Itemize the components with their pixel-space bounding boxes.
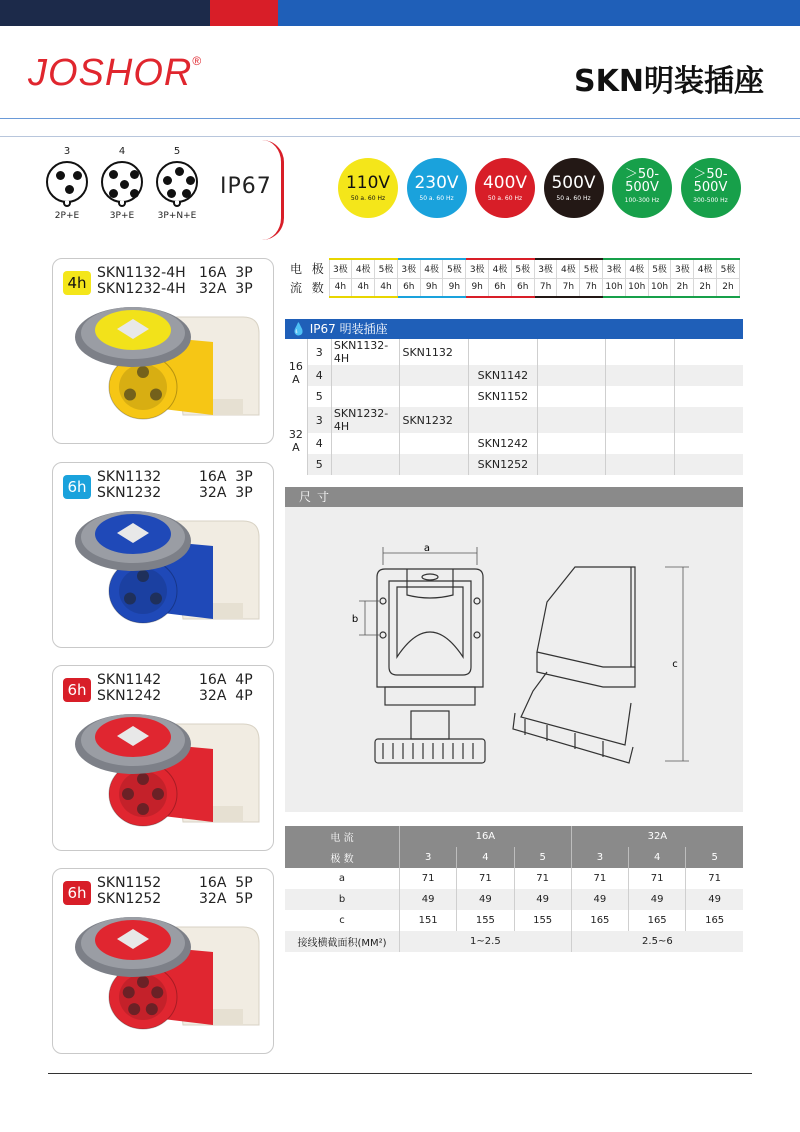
dim-value-cell: 71 (514, 868, 571, 889)
model-cell (537, 454, 606, 475)
selector-pole-cell: 5极 (511, 259, 534, 278)
voltage-value: ＞50- (624, 167, 660, 182)
spec-line: 32A 3P (199, 485, 253, 501)
pole-cell: 4 (307, 433, 331, 454)
selector-pole-cell: 4极 (694, 259, 717, 278)
selector-row-label: 电 (289, 262, 302, 276)
model-cell (400, 386, 469, 407)
table-row (285, 889, 743, 910)
selector-hour-cell: 6h (489, 278, 512, 297)
frequency-label: 50 a. 60 Hz (419, 195, 454, 202)
table-row (285, 339, 743, 365)
frequency-label: 100-300 Hz (624, 197, 660, 204)
dim-header-cell: 4 (629, 847, 686, 868)
model-cell: SKN1142 (469, 365, 538, 386)
voltage-value: 400V (482, 173, 528, 193)
dim-row-label: 接线横截面积(MM²) (285, 931, 400, 952)
brand-logo: JOSHOR® (28, 52, 203, 94)
hour-badge: 6h (63, 678, 91, 702)
model-cell: SKN1242 (469, 433, 538, 454)
model-cell (674, 433, 743, 454)
model-cell (537, 433, 606, 454)
dim-header-cell: 3 (571, 847, 628, 868)
model-specs (199, 469, 253, 501)
voltage-badge (544, 158, 604, 218)
dim-value-cell: 71 (400, 868, 457, 889)
dim-value-cell: 49 (629, 889, 686, 910)
pin-diagrams (42, 146, 222, 232)
socket-face-icon (156, 161, 198, 203)
model-names (97, 875, 161, 907)
hour-badge: 6h (63, 881, 91, 905)
dim-value-cell: 151 (400, 910, 457, 931)
dim-value-cell: 165 (571, 910, 628, 931)
socket-face-icon (101, 161, 143, 203)
model-cell (331, 365, 400, 386)
voltage-value: 500V (551, 173, 596, 193)
model-cell: SKN1132-4H (331, 339, 400, 365)
model-cell (331, 433, 400, 454)
selector-pole-cell: 5极 (443, 259, 466, 278)
frequency-label: 50 a. 60 Hz (556, 195, 591, 202)
top-color-bar (0, 0, 800, 26)
selector-row-label: 数 (311, 281, 324, 295)
voltage-badge (338, 158, 398, 218)
selector-pole-cell: 5极 (375, 259, 398, 278)
bracket-divider (262, 140, 284, 240)
dim-value-cell: 71 (686, 868, 743, 889)
model-name: SKN1232 (97, 485, 162, 501)
selector-hour-cell: 2h (694, 278, 717, 297)
model-cell (331, 386, 400, 407)
socket-product-image (63, 907, 263, 1047)
selector-hour-cell: 9h (466, 278, 489, 297)
header-divider (0, 118, 800, 119)
model-cell (400, 433, 469, 454)
selector-pole-cell: 3极 (397, 259, 420, 278)
dim-value-cell: 165 (629, 910, 686, 931)
dim-header-cell: 5 (514, 847, 571, 868)
model-names (97, 469, 161, 501)
product-card (52, 258, 274, 444)
dimension-table (285, 826, 743, 952)
spec-line: 32A 4P (199, 688, 253, 704)
selector-hour-cell: 4h (329, 278, 352, 297)
model-names (97, 672, 161, 704)
voltage-badge (612, 158, 672, 218)
selector-hour-cell: 4h (352, 278, 375, 297)
dim-value-cell: 155 (457, 910, 514, 931)
model-cell (674, 365, 743, 386)
voltage-value-line2: 500V (693, 180, 728, 195)
pin-diagram (152, 146, 202, 221)
dim-row-label: a (338, 873, 346, 884)
frequency-label: 300-500 Hz (693, 197, 728, 204)
model-cell (400, 454, 469, 475)
dim-value-cell: 49 (514, 889, 571, 910)
dim-value-cell: 49 (686, 889, 743, 910)
model-cell (606, 339, 675, 365)
selector-hour-cell: 2h (671, 278, 694, 297)
dim-header-cell: 极 数 (285, 847, 400, 868)
footer-divider (48, 1073, 752, 1074)
model-specs (199, 672, 253, 704)
pole-cell: 4 (307, 365, 331, 386)
dim-label-a: a (423, 543, 431, 554)
pin-config-label: 3P+E (109, 211, 135, 221)
model-cell: SKN1232 (400, 407, 469, 433)
model-cell: SKN1132 (400, 339, 469, 365)
table-row (285, 454, 743, 475)
selector-hour-cell: 10h (648, 278, 671, 297)
spec-line: 16A 3P (199, 265, 253, 281)
dim-value-cell: 49 (571, 889, 628, 910)
header-divider-lower (0, 136, 800, 137)
pin-config-label: 3P+N+E (157, 211, 197, 221)
pin-count: 5 (173, 146, 181, 157)
selector-pole-cell: 5极 (648, 259, 671, 278)
selector-hour-cell: 9h (443, 278, 466, 297)
model-cell (674, 454, 743, 475)
selector-hour-cell: 7h (580, 278, 603, 297)
voltage-badge (407, 158, 467, 218)
model-cell (537, 386, 606, 407)
selector-pole-cell: 4极 (489, 259, 512, 278)
selector-pole-cell: 3极 (466, 259, 489, 278)
model-name: SKN1232-4H (97, 281, 186, 297)
model-cell (537, 407, 606, 433)
dim-header-cell: 4 (457, 847, 514, 868)
hour-badge: 4h (63, 271, 91, 295)
spec-line: 16A 3P (199, 469, 253, 485)
model-specs (199, 265, 253, 297)
model-cell (674, 339, 743, 365)
model-cell (331, 454, 400, 475)
pin-count: 3 (63, 146, 71, 157)
model-name: SKN1132 (97, 469, 162, 485)
voltage-badge (681, 158, 741, 218)
hour-badge: 6h (63, 475, 91, 499)
product-card (52, 665, 274, 851)
model-cell (606, 365, 675, 386)
pin-diagram (97, 146, 147, 221)
dim-value-cell: 49 (457, 889, 514, 910)
model-names (97, 265, 186, 297)
model-name: SKN1252 (97, 891, 162, 907)
selector-row-label: 极 (311, 262, 324, 276)
model-name: SKN1142 (97, 672, 162, 688)
dim-value-cell: 49 (400, 889, 457, 910)
socket-face-icon (46, 161, 88, 203)
technical-drawing (285, 507, 743, 812)
model-table (285, 339, 743, 475)
dim-value-cell: 71 (629, 868, 686, 889)
selector-pole-cell: 4极 (625, 259, 648, 278)
model-cell (674, 407, 743, 433)
selector-hour-cell: 6h (511, 278, 534, 297)
socket-product-image (63, 501, 263, 641)
selector-pole-cell: 4极 (420, 259, 443, 278)
model-cell (537, 339, 606, 365)
pole-cell: 5 (307, 386, 331, 407)
dim-row-label: b (285, 889, 400, 910)
model-specs (199, 875, 253, 907)
table-row (285, 407, 743, 433)
spec-line: 32A 5P (199, 891, 253, 907)
voltage-value: 110V (345, 173, 391, 193)
current-cell: 16 A (285, 339, 307, 407)
model-name: SKN1242 (97, 688, 162, 704)
dimension-section-header: 尺寸 (285, 487, 743, 507)
selector-hour-cell: 4h (375, 278, 398, 297)
model-cell (469, 339, 538, 365)
selector-pole-cell: 5极 (717, 259, 740, 278)
model-cell (606, 407, 675, 433)
pin-count: 4 (118, 146, 126, 157)
dimension-drawing (285, 507, 743, 812)
selector-pole-cell: 4极 (352, 259, 375, 278)
dim-header-cell: 电 流 (285, 826, 400, 847)
voltage-value: 230V (414, 173, 459, 193)
product-card (52, 868, 274, 1054)
dim-value-cell: 1~2.5 (400, 931, 572, 952)
table-row (285, 365, 743, 386)
socket-product-image (63, 704, 263, 844)
voltage-value: ＞50- (693, 167, 728, 182)
selector-hour-cell: 2h (717, 278, 740, 297)
model-cell: SKN1152 (469, 386, 538, 407)
table-row (285, 386, 743, 407)
frequency-label: 50 a. 60 Hz (350, 195, 386, 202)
dim-value-cell: 165 (686, 910, 743, 931)
selector-hour-cell: 6h (397, 278, 420, 297)
selector-hour-cell: 7h (534, 278, 557, 297)
selector-hour-cell: 7h (557, 278, 580, 297)
selector-pole-cell: 5极 (580, 259, 603, 278)
model-cell: SKN1252 (469, 454, 538, 475)
selector-pole-cell: 4极 (557, 259, 580, 278)
model-cell (606, 386, 675, 407)
selector-hour-cell: 10h (603, 278, 626, 297)
selector-pole-cell: 3极 (329, 259, 352, 278)
dim-header-cell: 32A (571, 826, 743, 847)
product-card (52, 462, 274, 648)
model-name: SKN1152 (97, 875, 162, 891)
dim-value-cell: 71 (457, 868, 514, 889)
model-cell (400, 365, 469, 386)
selector-hour-cell: 10h (625, 278, 648, 297)
pole-cell: 5 (307, 454, 331, 475)
spec-line: 32A 3P (199, 281, 253, 297)
table-row (285, 931, 743, 952)
dim-label-c: c (672, 659, 678, 670)
dim-value-cell: 155 (514, 910, 571, 931)
dim-value-cell: 2.5~6 (571, 931, 743, 952)
selector-row-label: 流 (289, 281, 302, 295)
spec-line: 16A 4P (199, 672, 253, 688)
top-bar-blue-segment (278, 0, 800, 26)
spec-line: 16A 5P (199, 875, 253, 891)
page-title: SKN明装插座 (574, 64, 764, 99)
ip67-section-header: 💧 IP67 明装插座 (285, 319, 743, 339)
pin-config-label: 2P+E (54, 211, 80, 221)
selector-pole-cell: 3极 (671, 259, 694, 278)
model-cell (537, 365, 606, 386)
dim-header-cell: 3 (400, 847, 457, 868)
voltage-badge (475, 158, 535, 218)
pole-hour-selector-table (285, 258, 740, 298)
voltage-value-line2: 500V (625, 180, 659, 195)
pin-diagram (42, 146, 92, 221)
selector-hour-cell: 9h (420, 278, 443, 297)
current-cell: 32 A (285, 407, 307, 475)
dim-value-cell: 71 (571, 868, 628, 889)
dim-header-cell: 5 (686, 847, 743, 868)
dim-header-cell: 16A (400, 826, 572, 847)
dim-row-label: c (339, 915, 345, 926)
dim-label-b: b (351, 614, 359, 625)
socket-product-image (63, 297, 263, 437)
pole-cell: 3 (307, 407, 331, 433)
selector-pole-cell: 3极 (603, 259, 626, 278)
model-cell (469, 407, 538, 433)
model-name: SKN1132-4H (97, 265, 186, 281)
table-row (285, 910, 743, 931)
model-cell: SKN1232-4H (331, 407, 400, 433)
table-row (285, 868, 743, 889)
pole-cell: 3 (307, 339, 331, 365)
model-cell (606, 433, 675, 454)
table-row (285, 433, 743, 454)
frequency-label: 50 a. 60 Hz (487, 195, 523, 202)
selector-pole-cell: 3极 (534, 259, 557, 278)
top-bar-red-segment (210, 0, 278, 26)
ip-rating: IP67 (220, 174, 272, 199)
table-row (285, 847, 743, 868)
table-row (285, 826, 743, 847)
model-cell (674, 386, 743, 407)
model-cell (606, 454, 675, 475)
